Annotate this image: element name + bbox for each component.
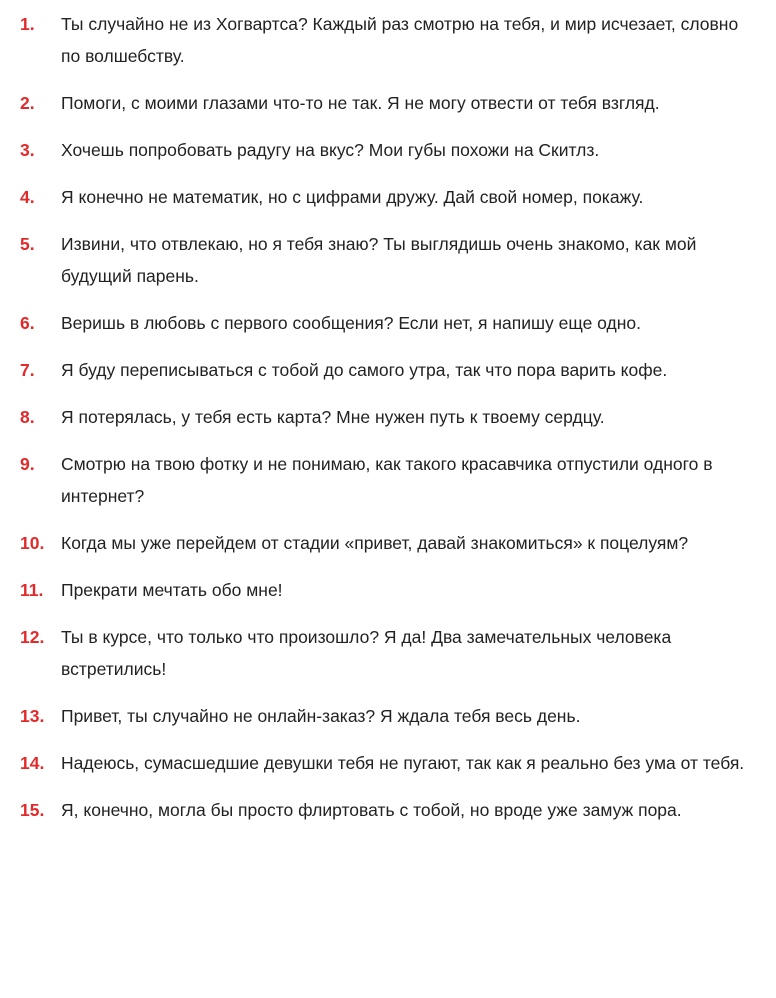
item-text: Я конечно не математик, но с цифрами дружу. Дай свой номер, покажу. — [61, 187, 644, 207]
list-item — [20, 8, 756, 72]
item-number: 10. — [20, 533, 45, 553]
item-text: Я потерялась, у тебя есть карта? Мне нужен путь к твоему сердцу. — [61, 407, 605, 427]
list-item — [20, 228, 756, 292]
item-text: Хочешь попробовать радугу на вкус? Мои губы похожи на Скитлз. — [61, 140, 600, 160]
item-number: 4. — [20, 187, 35, 207]
item-text: Помоги, с моими глазами что-то не так. Я не могу отвести от тебя взгляд. — [61, 93, 660, 113]
item-number: 9. — [20, 454, 35, 474]
list-item — [20, 574, 756, 606]
item-number: 13. — [20, 706, 45, 726]
item-number: 7. — [20, 360, 35, 380]
item-number: 2. — [20, 93, 35, 113]
item-number: 6. — [20, 313, 35, 333]
item-text: Когда мы уже перейдем от стадии «привет, давай знакомиться» к поцелуям? — [61, 533, 689, 553]
list-item — [20, 307, 756, 339]
list-item — [20, 401, 756, 433]
item-text: Прекрати мечтать обо мне! — [61, 580, 283, 600]
item-text: Извини, что отвлекаю, но я тебя знаю? Ты выглядишь очень знакомо, как мой будущий парень. — [61, 234, 697, 286]
item-number: 5. — [20, 234, 35, 254]
item-number: 8. — [20, 407, 35, 427]
list-item — [20, 354, 756, 386]
item-number: 3. — [20, 140, 35, 160]
list-item — [20, 527, 756, 559]
list-item — [20, 747, 756, 779]
item-number: 1. — [20, 14, 35, 34]
item-number: 15. — [20, 800, 45, 820]
item-text: Веришь в любовь с первого сообщения? Если нет, я напишу еще одно. — [61, 313, 641, 333]
list-item — [20, 448, 756, 512]
list-item — [20, 794, 756, 826]
list-item — [20, 700, 756, 732]
item-text: Привет, ты случайно не онлайн-заказ? Я ждала тебя весь день. — [61, 706, 581, 726]
list-item — [20, 134, 756, 166]
item-text: Я буду переписываться с тобой до самого утра, так что пора варить кофе. — [61, 360, 668, 380]
list-item — [20, 87, 756, 119]
list-item — [20, 181, 756, 213]
item-number: 11. — [20, 580, 44, 600]
item-text: Надеюсь, сумасшедшие девушки тебя не пугают, так как я реально без ума от тебя. — [61, 753, 745, 773]
item-text: Смотрю на твою фотку и не понимаю, как такого красавчика отпустили одного в интернет? — [61, 454, 713, 506]
item-text: Я, конечно, могла бы просто флиртовать с тобой, но вроде уже замуж пора. — [61, 800, 682, 820]
item-text: Ты в курсе, что только что произошло? Я да! Два замечательных человека встретились! — [61, 627, 672, 679]
item-number: 12. — [20, 627, 45, 647]
item-text: Ты случайно не из Хогвартса? Каждый раз смотрю на тебя, и мир исчезает, словно по волшебству. — [61, 14, 739, 66]
item-number: 14. — [20, 753, 45, 773]
list-item — [20, 621, 756, 685]
